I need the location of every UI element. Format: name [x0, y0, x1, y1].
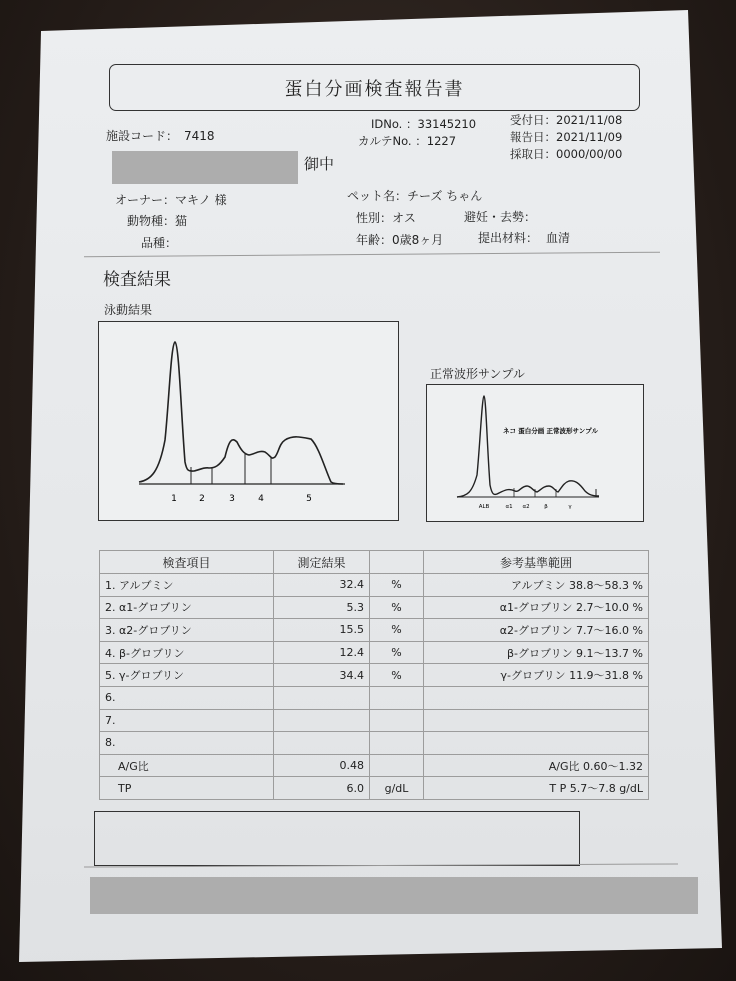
- fraction-label: 1: [171, 494, 177, 504]
- header-result: 測定結果: [274, 551, 370, 574]
- table-header-row: [100, 551, 649, 574]
- pet-name-field: ペット名：チーズ ちゃん: [347, 189, 483, 203]
- normal-sample-label: 正常波形サンプル: [430, 367, 525, 381]
- row-value: 15.5: [274, 619, 370, 642]
- sample-chart-title: ネコ 蛋白分画 正常波形サンプル: [503, 427, 598, 435]
- row-reference: α1-グロブリン 2.7～10.0 %: [424, 596, 649, 619]
- table-row: [100, 709, 649, 732]
- breed-field: 品種：: [141, 236, 178, 250]
- row-reference: [424, 686, 649, 709]
- row-value: 12.4: [274, 641, 370, 664]
- electrophoresis-chart: [98, 321, 399, 521]
- sex-field: 性別：オス: [356, 211, 416, 225]
- row-value: [274, 732, 370, 755]
- row-unit: [370, 709, 424, 732]
- animal-type-field: 動物種：猫: [127, 214, 188, 228]
- electrophoresis-label: 泳動結果: [104, 303, 153, 317]
- row-value: 0.48: [274, 754, 370, 777]
- row-item: 7.: [100, 709, 274, 732]
- sample-fraction-label: γ: [568, 504, 572, 510]
- electrophoresis-svg: [99, 322, 398, 520]
- header-item: 検査項目: [100, 551, 274, 574]
- karte-number: カルテNo. ：1227: [358, 134, 457, 148]
- sample-fraction-label: α1: [505, 504, 513, 510]
- row-unit: %: [370, 619, 424, 642]
- row-item: 2. α1-グロブリン: [100, 596, 274, 619]
- row-reference: [424, 732, 649, 755]
- table-row: [100, 732, 649, 755]
- age-field: 年齢：0歳8ヶ月: [356, 233, 444, 247]
- normal-sample-svg: [427, 385, 643, 521]
- row-unit: [370, 754, 424, 777]
- row-unit: [370, 686, 424, 709]
- table-row: [100, 686, 649, 709]
- row-value: 6.0: [274, 777, 370, 800]
- row-unit: g/dL: [370, 777, 424, 800]
- neuter-field: 避妊・去勢：: [464, 210, 537, 224]
- id-number: IDNo. ：33145210: [371, 117, 477, 131]
- results-table: [99, 550, 649, 800]
- fraction-label: 2: [199, 494, 205, 504]
- sample-fraction-label: α2: [522, 504, 530, 510]
- results-heading: 検査結果: [103, 270, 171, 290]
- header-reference: 参考基準範囲: [424, 551, 649, 574]
- redacted-footer: [90, 877, 698, 914]
- table-row: [100, 596, 649, 619]
- row-unit: %: [370, 574, 424, 597]
- row-item: 1. アルブミン: [100, 574, 274, 597]
- table-row: [100, 664, 649, 687]
- row-reference: α2-グロブリン 7.7～16.0 %: [424, 619, 649, 642]
- fraction-label: 5: [306, 494, 312, 504]
- table-row: [100, 777, 649, 800]
- row-value: 32.4: [274, 574, 370, 597]
- row-reference: T P 5.7～7.8 g/dL: [424, 777, 649, 800]
- table-row: [100, 574, 649, 597]
- normal-sample-chart: [426, 384, 644, 522]
- row-value: [274, 686, 370, 709]
- row-reference: γ-グロブリン 11.9～31.8 %: [424, 664, 649, 687]
- row-item: 6.: [100, 686, 274, 709]
- report-title: 蛋白分画検査報告書: [109, 64, 640, 111]
- electrophoresis-curve: [139, 342, 343, 484]
- row-item: TP: [100, 777, 274, 800]
- fraction-label: 3: [229, 494, 235, 504]
- normal-sample-curve: [457, 396, 599, 497]
- table-row: [100, 619, 649, 642]
- row-unit: [370, 732, 424, 755]
- row-value: 34.4: [274, 664, 370, 687]
- row-reference: アルブミン 38.8～58.3 %: [424, 574, 649, 597]
- row-reference: [424, 709, 649, 732]
- row-item: 3. α2-グロブリン: [100, 619, 274, 642]
- row-value: 5.3: [274, 596, 370, 619]
- sample-fraction-label: β: [544, 504, 548, 510]
- redacted-clinic-name: [112, 151, 298, 184]
- header-unit: [370, 551, 424, 574]
- comment-box: [94, 811, 580, 866]
- row-unit: %: [370, 596, 424, 619]
- row-item: A/G比: [100, 754, 274, 777]
- row-reference: β-グロブリン 9.1～13.7 %: [424, 641, 649, 664]
- collected-date: 採取日：0000/00/00: [510, 147, 623, 161]
- row-item: 4. β-グロブリン: [100, 641, 274, 664]
- owner-field: オーナー：マキノ 様: [115, 193, 227, 207]
- onchu-label: 御中: [304, 155, 335, 173]
- received-date: 受付日：2021/11/08: [510, 113, 623, 127]
- row-item: 5. γ-グロブリン: [100, 664, 274, 687]
- table-row: [100, 754, 649, 777]
- facility-code: 施設コード： 7418: [106, 129, 215, 143]
- table-row: [100, 641, 649, 664]
- material-field: 提出材料： 血清: [478, 231, 571, 245]
- row-value: [274, 709, 370, 732]
- reported-date: 報告日：2021/11/09: [510, 130, 623, 144]
- sample-fraction-label: ALB: [478, 504, 490, 510]
- row-unit: %: [370, 641, 424, 664]
- row-unit: %: [370, 664, 424, 687]
- fraction-label: 4: [258, 494, 264, 504]
- row-reference: A/G比 0.60～1.32: [424, 754, 649, 777]
- row-item: 8.: [100, 732, 274, 755]
